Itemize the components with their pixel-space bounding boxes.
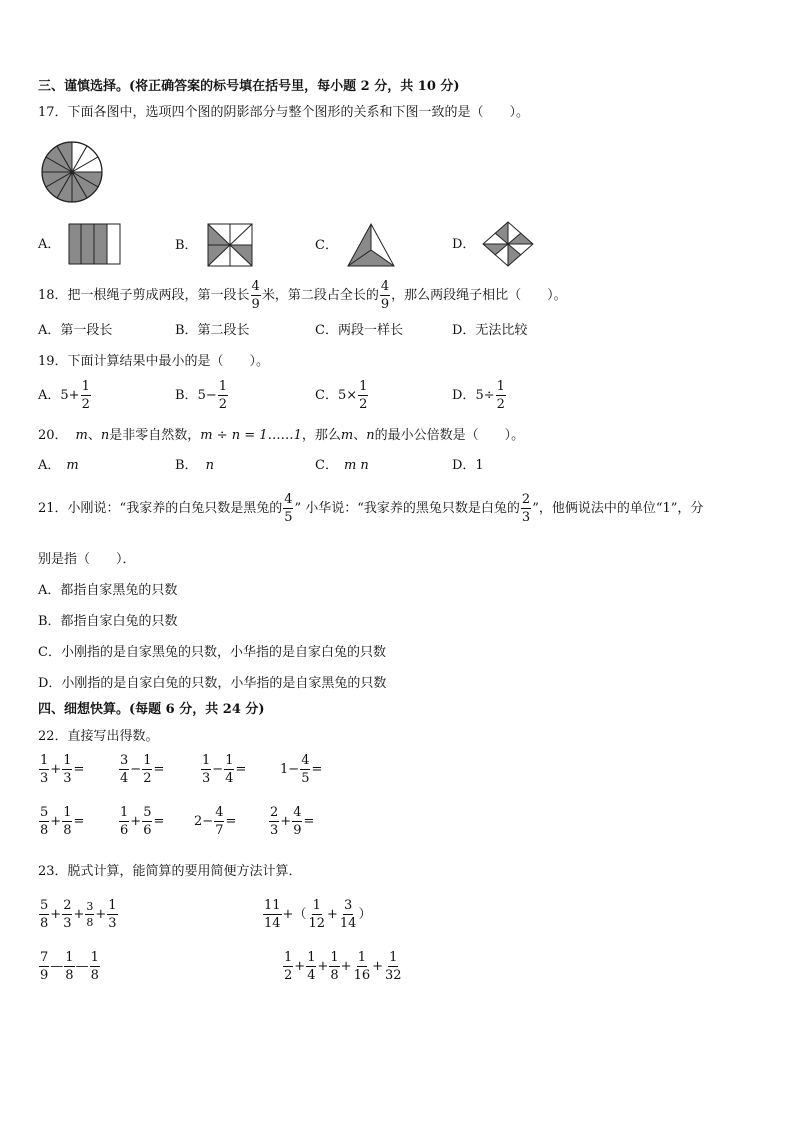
q17-option-d[interactable] xyxy=(452,220,535,268)
numerator: 2 xyxy=(270,805,279,820)
q21-option-b[interactable]: B．都指自家白兔的只数 xyxy=(38,614,178,629)
denominator: 3 xyxy=(270,823,279,838)
fraction xyxy=(201,754,211,785)
fraction xyxy=(81,380,91,411)
denominator: 8 xyxy=(90,968,99,983)
fraction xyxy=(39,754,49,785)
q21-stem-line2: 别是指（ ）． xyxy=(38,552,136,567)
q22-item-6 xyxy=(118,806,164,837)
q18-text-mid: 米，第二段占全长的 xyxy=(261,288,379,303)
equals: = xyxy=(153,814,165,829)
numerator: 1 xyxy=(225,753,234,768)
denominator: 9 xyxy=(380,297,390,312)
equals: = xyxy=(73,814,85,829)
numerator: 1 xyxy=(143,753,152,768)
denominator: 4 xyxy=(120,771,129,786)
q22-item-5 xyxy=(38,806,84,837)
option-expr: 5− xyxy=(197,388,217,403)
triangle-3-parts-icon xyxy=(346,222,396,268)
fraction xyxy=(90,951,100,982)
denominator: 5 xyxy=(284,510,293,525)
q17-stem: 17．下面各图中，选项四个图的阴影部分与整个图形的关系和下图一致的是（ ）。 xyxy=(38,105,530,120)
numerator: 1 xyxy=(90,950,99,965)
q18-option-b[interactable]: B．第二段长 xyxy=(175,323,250,338)
fraction xyxy=(107,899,117,930)
option-label: C． xyxy=(315,458,338,473)
numerator: 1 xyxy=(108,898,117,913)
fraction xyxy=(384,951,403,982)
numerator: 1 xyxy=(81,379,90,394)
equals: = xyxy=(153,762,165,777)
denominator: 2 xyxy=(218,397,228,412)
q20-option-c[interactable] xyxy=(315,459,369,472)
denominator: 3 xyxy=(202,771,211,786)
separator: 、 xyxy=(87,428,101,443)
fraction xyxy=(307,899,326,930)
equals: = xyxy=(73,762,85,777)
denominator: 3 xyxy=(40,771,49,786)
denominator: 3 xyxy=(63,771,72,786)
q19-option-a[interactable] xyxy=(38,380,92,411)
fraction xyxy=(306,951,316,982)
numerator: 1 xyxy=(40,753,49,768)
option-value: n xyxy=(205,458,214,473)
fraction xyxy=(358,380,368,411)
fraction xyxy=(62,806,72,837)
denominator: 7 xyxy=(215,823,224,838)
fraction xyxy=(62,754,72,785)
operator: — xyxy=(50,959,64,974)
q21-option-c[interactable]: C．小刚指的是自家黑兔的只数，小华指的是自家白兔的只数 xyxy=(38,645,386,660)
q22-item-8 xyxy=(268,806,314,837)
numerator: 1 xyxy=(120,805,129,820)
equals: = xyxy=(303,814,315,829)
denominator: 14 xyxy=(264,916,281,931)
fraction xyxy=(39,951,49,982)
q23-expr-3 xyxy=(38,951,101,982)
q23-expr-1 xyxy=(38,899,119,930)
numerator: 1 xyxy=(218,379,228,394)
numerator: 3 xyxy=(344,898,353,913)
option-value: m xyxy=(66,458,79,473)
q17-option-a[interactable] xyxy=(38,222,124,266)
option-label: D． xyxy=(452,388,476,403)
operator: − xyxy=(202,814,214,829)
q22-item-7 xyxy=(194,806,236,837)
operator: + xyxy=(317,959,329,974)
operator: + xyxy=(372,959,384,974)
numerator: 1 xyxy=(496,379,505,394)
denominator: 3 xyxy=(108,916,117,931)
fraction xyxy=(39,806,49,837)
q21-stem xyxy=(38,493,703,524)
q19-option-c[interactable] xyxy=(315,380,369,411)
fraction xyxy=(292,806,302,837)
fraction xyxy=(380,280,390,311)
denominator: 9 xyxy=(40,968,49,983)
q19-option-b[interactable] xyxy=(175,380,229,411)
fraction xyxy=(85,901,94,928)
q22-item-4 xyxy=(280,754,322,785)
denominator: 16 xyxy=(353,968,371,983)
numerator: 4 xyxy=(380,279,390,294)
fraction xyxy=(214,806,224,837)
numerator: 1 xyxy=(65,950,74,965)
numerator: 1 xyxy=(389,950,398,965)
q18-option-c[interactable]: C．两段一样长 xyxy=(315,323,403,338)
denominator: 14 xyxy=(339,916,357,931)
denominator: 9 xyxy=(293,823,302,838)
fraction xyxy=(224,754,234,785)
q19-stem: 19．下面计算结果中最小的是（ ）。 xyxy=(38,354,270,369)
q20-text-mid2: ，那么 xyxy=(301,428,341,443)
operator: + xyxy=(340,959,352,974)
numerator: 1 xyxy=(357,950,366,965)
q20-option-a[interactable] xyxy=(38,459,79,472)
option-label: B． xyxy=(175,458,198,473)
square-8-sectors-icon xyxy=(206,222,254,268)
denominator: 8 xyxy=(63,823,72,838)
option-expr: 5÷ xyxy=(475,388,495,403)
operator: + xyxy=(294,959,306,974)
numerator: 3 xyxy=(86,900,94,913)
q23-expr-4 xyxy=(282,951,404,982)
numerator: 1 xyxy=(63,805,72,820)
operator: − xyxy=(212,762,224,777)
denominator: 8 xyxy=(65,968,74,983)
denominator: 3 xyxy=(63,916,72,931)
operator: — xyxy=(75,959,89,974)
numerator: 4 xyxy=(215,805,224,820)
denominator: 4 xyxy=(225,771,234,786)
var-m: m xyxy=(75,428,88,443)
denominator: 8 xyxy=(330,968,339,983)
fraction xyxy=(521,493,531,524)
numerator: 1 xyxy=(202,753,211,768)
rectangle-3of4-shaded-icon xyxy=(68,222,124,266)
q21-text-pre: 21．小刚说：“我家养的白兔只数是黑兔的 xyxy=(38,501,283,516)
q23-expr-2 xyxy=(262,899,371,930)
numerator: 5 xyxy=(143,805,152,820)
numerator: 2 xyxy=(521,492,531,507)
paren-close: ） xyxy=(358,907,372,922)
option-label: D．1 xyxy=(452,458,484,473)
q22-item-1 xyxy=(38,754,84,785)
diamond-8-parts-icon xyxy=(481,220,535,268)
fraction xyxy=(353,951,372,982)
operator: − xyxy=(288,762,300,777)
denominator: 2 xyxy=(284,968,293,983)
fraction xyxy=(329,951,339,982)
option-expr: 5+ xyxy=(60,388,80,403)
q20-option-b[interactable] xyxy=(175,459,214,472)
denominator: 8 xyxy=(40,916,49,931)
operator: + xyxy=(327,907,338,922)
option-label: A． xyxy=(38,458,61,473)
option-label: B． xyxy=(175,237,198,253)
numerator: 4 xyxy=(301,753,310,768)
operator: − xyxy=(130,762,142,777)
fraction xyxy=(269,806,279,837)
denominator: 2 xyxy=(359,397,368,412)
fraction xyxy=(142,754,152,785)
numerator: 4 xyxy=(293,805,302,820)
numerator: 4 xyxy=(284,492,293,507)
numerator: 1 xyxy=(359,379,368,394)
numerator: 1 xyxy=(312,898,321,913)
fraction xyxy=(119,806,129,837)
denominator: 2 xyxy=(143,771,152,786)
option-expr: 5× xyxy=(337,388,358,403)
q20-option-d[interactable] xyxy=(452,459,484,472)
equals: = xyxy=(235,762,247,777)
option-label: A． xyxy=(38,236,61,252)
denominator: 6 xyxy=(120,823,129,838)
option-label: A． xyxy=(38,388,61,403)
option-label: C． xyxy=(315,388,338,403)
denominator: 32 xyxy=(385,968,402,983)
q20-number: 20． xyxy=(38,428,68,443)
numerator: 5 xyxy=(40,805,49,820)
fraction xyxy=(142,806,152,837)
numerator: 1 xyxy=(63,753,72,768)
q20-stem xyxy=(38,429,524,442)
fraction xyxy=(218,380,228,411)
denominator: 8 xyxy=(86,916,94,929)
q20-text-mid1: 是非零自然数， xyxy=(109,428,201,443)
var-n: n xyxy=(100,428,110,443)
q21-text-post: ”，他俩说法中的单位“1”，分 xyxy=(532,501,704,516)
operator: + xyxy=(73,907,85,922)
numerator: 2 xyxy=(63,898,72,913)
fraction xyxy=(496,380,506,411)
denominator: 3 xyxy=(521,510,531,525)
denominator: 12 xyxy=(308,916,325,931)
fraction xyxy=(283,493,293,524)
q18-option-a[interactable]: A．第一段长 xyxy=(38,323,113,338)
option-label: D． xyxy=(452,236,476,252)
q17-option-c[interactable] xyxy=(315,222,396,268)
q22-stem: 22．直接写出得数。 xyxy=(38,729,159,744)
denominator: 6 xyxy=(143,823,152,838)
fraction xyxy=(39,899,49,930)
q23-stem: 23．脱式计算，能简算的要用简便方法计算． xyxy=(38,864,302,879)
q20-text-post: 的最小公倍数是（ ）。 xyxy=(374,428,525,443)
denominator: 2 xyxy=(81,397,90,412)
section4-title: 四、细想快算。(每题 6 分，共 24 分) xyxy=(38,702,265,717)
operator: + xyxy=(50,814,62,829)
separator: 、 xyxy=(353,428,367,443)
equals: = xyxy=(311,762,323,777)
operator: + xyxy=(50,907,62,922)
operator: + xyxy=(50,762,62,777)
denominator: 2 xyxy=(496,397,505,412)
q20-equation: m ÷ n = 1……1 xyxy=(200,428,302,443)
numerator: 4 xyxy=(251,279,260,294)
fraction xyxy=(64,951,74,982)
denominator: 9 xyxy=(251,297,260,312)
fraction xyxy=(62,899,72,930)
fraction xyxy=(263,899,282,930)
var-n: n xyxy=(366,428,375,443)
q21-text-mid: ” 小华说：“我家养的黑兔只数是白兔的 xyxy=(294,501,520,516)
fraction xyxy=(339,899,358,930)
option-label: C． xyxy=(315,237,338,253)
denominator: 8 xyxy=(40,823,49,838)
operator: + xyxy=(95,907,107,922)
q21-option-a[interactable]: A．都指自家黑兔的只数 xyxy=(38,583,178,598)
whole-number: 1 xyxy=(280,762,289,777)
operator: +（ xyxy=(282,907,307,922)
operator: + xyxy=(280,814,292,829)
whole-number: 2 xyxy=(194,814,203,829)
numerator: 1 xyxy=(284,950,293,965)
numerator: 11 xyxy=(264,898,281,913)
operator: + xyxy=(130,814,142,829)
fraction xyxy=(300,754,310,785)
option-label: B． xyxy=(175,388,198,403)
numerator: 1 xyxy=(330,950,339,965)
fraction xyxy=(119,754,129,785)
equals: = xyxy=(225,814,237,829)
var-m: m xyxy=(340,428,354,443)
q18-stem xyxy=(38,280,567,311)
numerator: 3 xyxy=(120,753,129,768)
denominator: 5 xyxy=(301,771,310,786)
q17-reference-circle xyxy=(40,140,104,204)
fraction xyxy=(283,951,293,982)
numerator: 7 xyxy=(40,950,49,965)
q22-item-2 xyxy=(118,754,164,785)
q18-text-pre: 18．把一根绳子剪成两段，第一段长 xyxy=(38,288,250,303)
fraction xyxy=(251,280,261,311)
numerator: 5 xyxy=(40,898,49,913)
q18-text-post: ，那么两段绳子相比（ ）。 xyxy=(391,288,567,303)
q18-option-d[interactable]: D．无法比较 xyxy=(452,323,528,338)
numerator: 1 xyxy=(307,950,316,965)
q21-option-d[interactable]: D．小刚指的是自家白兔的只数，小华指的是自家黑兔的只数 xyxy=(38,676,387,691)
q22-item-3 xyxy=(200,754,246,785)
circle-12-sectors-icon xyxy=(40,140,104,204)
q19-option-d[interactable] xyxy=(452,380,507,411)
q17-option-b[interactable] xyxy=(175,222,254,268)
section3-title: 三、谨慎选择。(将正确答案的标号填在括号里，每小题 2 分，共 10 分) xyxy=(38,79,460,94)
option-value: m n xyxy=(343,458,369,473)
denominator: 4 xyxy=(307,968,316,983)
